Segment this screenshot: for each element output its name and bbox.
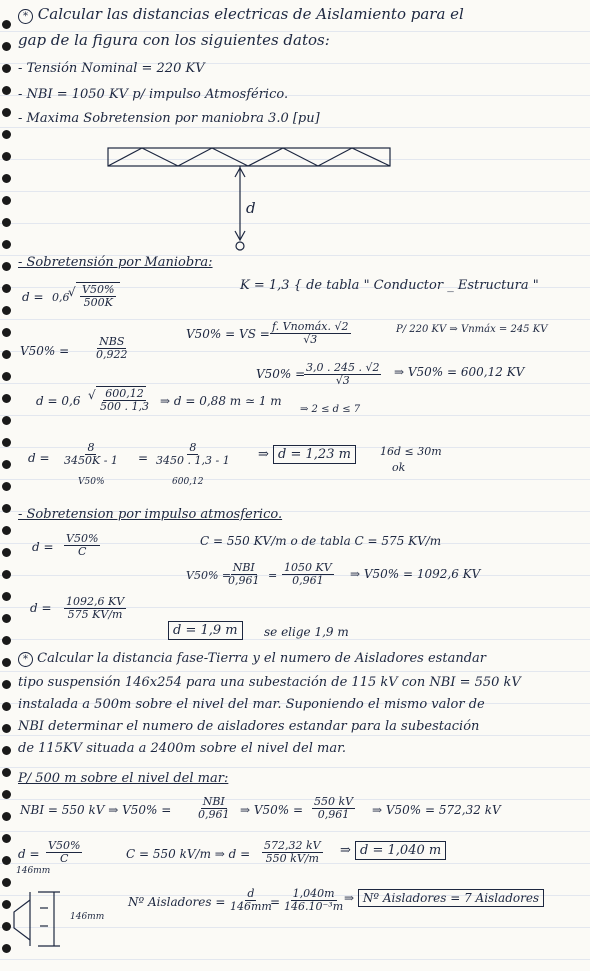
frac-num: 1092,6 KV [66,595,125,608]
v50c-lhs: V50% = [256,367,306,381]
frac-den [154,455,232,467]
d3-frac2 [154,442,232,467]
p2-d-eq: d = [18,847,40,861]
p2-nbi-result: ⇒ V50% = 572,32 kV [372,803,501,817]
frac-den: 0,922 [96,348,128,362]
frac-num: NBI [202,795,225,808]
data-max-overvoltage: - Maxima Sobretension por maniobra 3.0 [pu] [18,111,320,126]
p2-n-frac [228,888,274,913]
maniobra-heading: - Sobretensión por Maniobra: [18,255,213,270]
frac-den [62,455,120,467]
frac-den-a: 3450K [64,454,101,468]
problem1-statement-line2: gap de la figura con los siguientes datos: [18,31,330,49]
frac-num: NBI [232,561,255,574]
frac-num: 1050 KV [284,561,332,574]
frac-den: 550 kV/m [265,852,319,866]
frac-den: √3 [335,374,350,388]
d3-den2-b: 600,12 [172,477,204,487]
d3-check-b: ok [392,461,406,474]
problem2-statement-line4: NBI determinar el numero de aisladores estandar para la subestación [18,719,480,734]
frac-minus: - 1 [215,454,230,468]
atmos-c-note: C = 550 KV/m o de tabla C = 575 KV/m [200,534,442,548]
data-nominal-voltage: - Tensión Nominal = 220 KV [18,61,205,76]
maniobra-d-eq: d = [22,290,44,304]
frac-num: NBS [99,335,125,348]
frac-num: 3,0 . 245 . √2 [306,361,380,374]
frac-num: 550 kV [314,795,354,808]
frac-den: 500 . 1,3 [100,400,149,414]
frac-den: C [77,545,87,559]
atmos-d-result-box [168,624,243,639]
frac-den: 500K [83,296,113,310]
frac-num: 600,12 [105,387,144,400]
frac-den: 146.10⁻³m [284,900,344,914]
p2-mm-label: 146mm [16,866,51,876]
vs-frac [270,321,351,346]
p2-c-line: C = 550 kV/m ⇒ d = [126,847,251,861]
p2-nbi-arrow: ⇒ V50% = [240,803,304,817]
d2-frac [98,388,151,413]
d3-check-a: 16d ≤ 30m [380,445,442,458]
k-note: K = 1,3 { de tabla " Conductor _ Estructura " [240,278,539,293]
atmos-v50-eq: = [268,569,278,582]
p2-d-result-box: ⇒ d = 1,040 m [340,844,446,859]
maniobra-d-frac [80,284,116,309]
frac-den: 0,961 [317,808,350,822]
problem2-statement-line3: instalada a 500m sobre el nivel del mar. Suponiendo el mismo valor de [18,697,485,712]
frac-num: V50% [48,839,81,852]
atmos-v50-result: ⇒ V50% = 1092,6 KV [350,567,481,581]
frac-den: 575 KV/m [67,608,123,622]
atmos-v50-frac [226,562,262,587]
frac-den: √3 [303,333,318,347]
frac-den: 0,961 [228,574,260,588]
d3-frac [62,442,120,467]
p2-nbi-frac2 [312,796,355,821]
problem2-statement-line2: tipo suspensión 146x254 para una subestación de 115 kV con NBI = 550 kV [18,675,521,690]
p220-note: P/ 220 KV ⇒ Vnmáx = 245 KV [396,324,548,335]
v50-lhs: V50% = [20,344,70,358]
atmos-d-note: se elige 1,9 m [264,625,349,639]
atmos-d-eq: d = [32,540,54,554]
figure-d-label: d [246,199,256,217]
d3-eq: d = [28,451,50,465]
p2-d-result: d = 1,040 m [355,841,446,860]
p2-n-eq: = [270,895,281,909]
problem2-statement-line5: de 115KV situada a 2400m sobre el nivel del mar. [18,741,347,756]
p2-n-frac2 [282,888,345,913]
frac-num: V50% [66,532,99,545]
p2-c-frac [262,840,323,865]
p2-n-result: Nº Aisladores = 7 Aisladores [358,889,544,907]
frac-num: 572,32 kV [264,839,321,852]
frac-num: 8 [87,441,95,454]
data-nbi: - NBI = 1050 KV p/ impulso Atmosférico. [18,87,289,102]
problem2-heading: P/ 500 m sobre el nivel del mar: [18,771,229,786]
problem2-statement-line1 [18,652,486,667]
frac-minus: - 1 [103,454,118,468]
atmos-d2-eq: d = [30,601,52,615]
star-icon: * [18,9,33,24]
v50c-frac [304,362,381,387]
atmos-heading: - Sobretension por impulso atmosferico. [18,507,283,522]
d3-eq2: = [138,451,149,465]
frac-den: 0,961 [292,574,324,588]
p2-n-label: Nº Aisladores = [128,895,226,909]
frac-num: 8 [189,441,197,454]
v50c-result: ⇒ V50% = 600,12 KV [394,365,525,379]
statement-text: Calcular la distancia fase-Tierra y el numero de Aisladores estandar [37,651,486,666]
p2-d-frac [46,840,82,865]
d2-eq: d = 0,6 [36,394,81,408]
frac-num: f. Vnomáx. √2 [272,320,349,333]
d2-condition: ⇒ 2 ≤ d ≤ 7 [300,404,361,415]
d3-den-b: V50% [78,477,105,487]
frac-num: 1,040m [292,887,335,900]
atmos-v50-frac2 [282,562,334,587]
sqrt-icon: √ [68,285,76,299]
star-icon: * [18,652,33,667]
p2-nbi: NBI = 550 kV ⇒ V50% = [20,803,172,817]
d2-result: ⇒ d = 0,88 m ≃ 1 m [160,394,282,408]
vs-lhs: V50% = VS = [186,327,270,341]
p2-fig-mm: 146mm [70,912,105,922]
frac-den: 146mm [230,900,272,914]
d3-result: d = 1,23 m [273,445,356,464]
frac-num: d [247,887,255,900]
d3-result-box: ⇒ d = 1,23 m [258,448,356,463]
p2-nbi-frac [196,796,232,821]
sqrt-icon: √ [88,388,96,402]
v50-frac [94,336,130,361]
atmos-d-result: d = 1,9 m [168,621,243,640]
statement-text: Calcular las distancias electricas de Aislamiento para el [37,5,464,23]
atmos-d2-frac [64,596,126,621]
frac-den: C [59,852,69,866]
frac-den: 0,961 [198,808,230,822]
p2-n-result-box: ⇒ Nº Aisladores = 7 Aisladores [344,892,544,906]
frac-num: V50% [82,283,115,296]
atmos-v50-lhs: V50% = [186,569,232,582]
atmos-d-frac [64,533,100,558]
maniobra-d-coef: 0,6 [52,291,70,304]
frac-den-a: 3450 . 1,3 [156,454,212,468]
